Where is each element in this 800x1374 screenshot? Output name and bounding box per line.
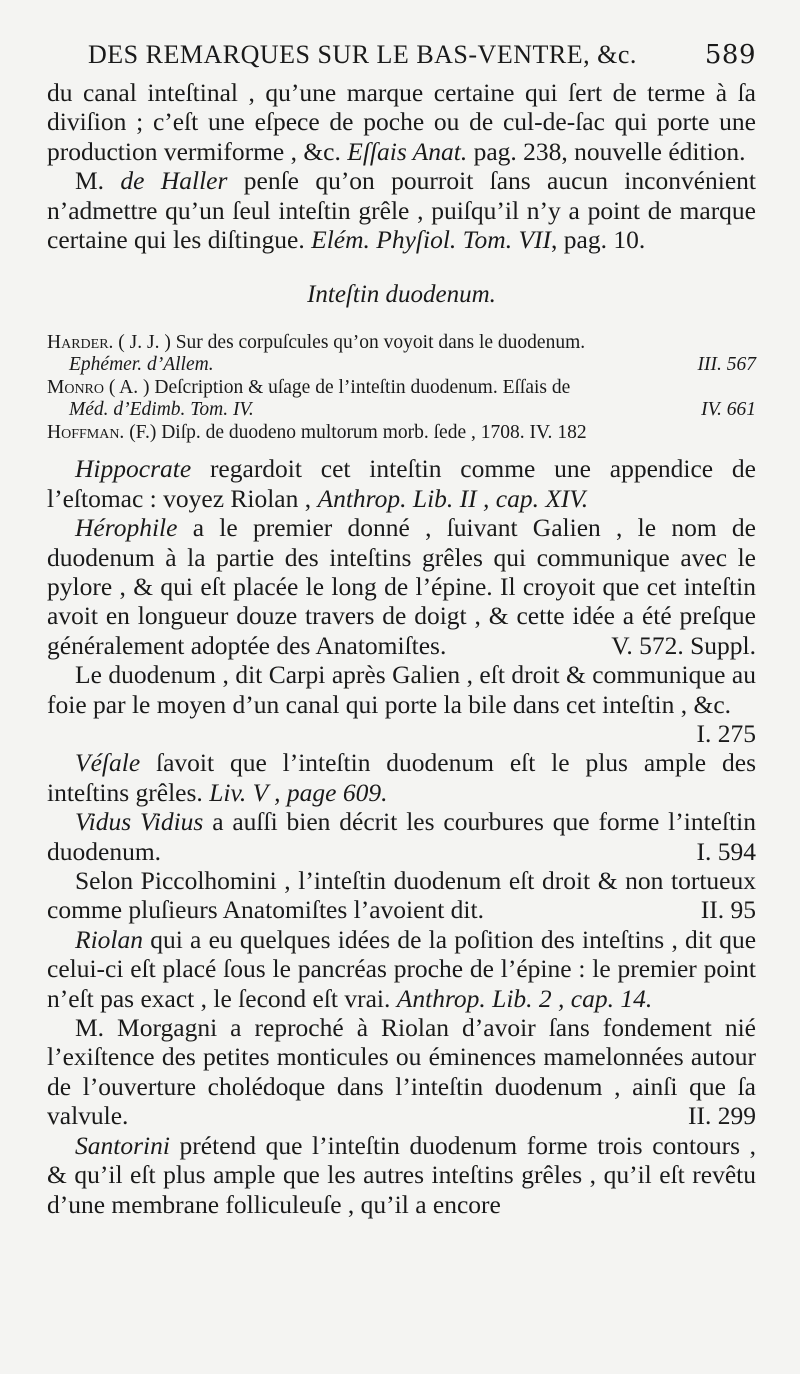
main-paragraphs — [47, 454, 756, 1219]
paragraph-text: a auſſi bien décrit les courbures que forme l’inteſtin duodenum. — [47, 807, 756, 866]
ref-author: Hoffman. — [47, 421, 125, 443]
ref-volume: 182 — [557, 421, 587, 443]
paragraph-main-7 — [47, 925, 756, 1013]
paragraph-text: ſavoit que l’inteſtin duodenum eſt le plus ample des inteſtins grêles. — [47, 748, 756, 807]
paragraph-text: regardoit cet inteſtin comme une appendice de l’eſtomac : voyez Riolan , — [47, 454, 756, 513]
author-name: de Haller — [120, 166, 228, 196]
running-title: DES REMARQUES SUR LE BAS-VENTRE, &c. — [88, 40, 637, 69]
paragraph-main-1 — [47, 454, 756, 513]
ref-text: (F.) Diſp. de duodeno multorum morb. ſede , 1708. IV. — [129, 421, 553, 443]
ref-author: Monro — [47, 376, 105, 398]
section-title: Inteſtin duodenum. — [307, 281, 496, 309]
citation: Anthrop. Lib. II , cap. XIV. — [317, 483, 589, 513]
ref-text: ( J. J. ) Sur des corpuſcules qu’on voyoit dans le duodenum. — [118, 331, 586, 353]
volume-ref: I. 275 — [696, 719, 756, 748]
author-name: Santorini — [75, 1130, 180, 1160]
reference-list — [47, 332, 756, 445]
author-name: Véſale — [75, 748, 156, 778]
paragraph-text: du canal inteſtinal , qu’une marque certaine qui ſert de terme à ſa diviſion ; c’eſt une eſpece de poche ou de cul-de-ſac qui porte une production vermiforme , &c. — [47, 78, 756, 166]
paragraph-main-5 — [47, 807, 756, 866]
reference-item — [47, 332, 756, 377]
author-name: Hippocrate — [75, 454, 210, 484]
ref-text: ( A. ) Deſcription & uſage de l’inteſtin duodenum. Eſſais de — [108, 376, 571, 398]
volume-ref: I. 594 — [696, 836, 756, 866]
author-name: Vidus Vidius — [75, 807, 213, 837]
citation-rest: , pag. 10. — [551, 225, 646, 255]
paragraph-2 — [47, 166, 756, 254]
volume-ref: II. 299 — [688, 1101, 756, 1131]
paragraph-text: penſe qu’on pourroit ſans aucun inconvénient n’admettre qu’un ſeul inteſtin grêle , puiſqu’il n’y a point de marque certaine qui les diſtingue. — [47, 166, 756, 255]
citation-rest: pag. 238, nouvelle édition. — [473, 136, 746, 166]
ref-volume: III. 567 — [697, 354, 756, 376]
paragraph-text: Selon Piccolhomini , l’inteſtin duodenum eſt droit & non tortueux comme pluſieurs Anatomiſtes l’avoient dit. — [47, 866, 756, 925]
reference-item — [47, 377, 756, 422]
paragraph-text: M. Morgagni a reproché à Riolan d’avoir ſans fondement nié l’exiſtence des petites monticules ou éminences mamelonnées autour de l’ouverture cholédoque dans l’inteſtin duodenum , ainſi que ſa valvule. — [47, 1013, 756, 1131]
citation: Liv. V , page 609. — [209, 777, 388, 807]
ref-author: Harder. — [47, 331, 114, 353]
running-header — [88, 40, 756, 70]
page-body — [47, 78, 756, 1219]
paragraph-text: a le premier donné , ſuivant Galien , le nom de duodenum à la partie des inteſtins grêles qui communique avec le pylore , & qui eſt placée le long de l’épine. Il croyoit que cet inteſtin avoit en longueur douze travers de doigt , & cette idée a été preſque généralement adoptée des Anatomiſtes. — [47, 513, 756, 660]
paragraph-main-2 — [47, 513, 756, 660]
paragraph-main-9 — [47, 1131, 756, 1219]
paragraph-main-6 — [47, 866, 756, 925]
author-name: Riolan — [75, 924, 151, 954]
page-number: 589 — [704, 40, 756, 70]
author-name: Hérophile — [75, 513, 193, 543]
reference-item — [47, 422, 756, 445]
citation: Eſſais Anat. — [347, 136, 468, 166]
citation: Elém. Phyſiol. Tom. VII — [311, 225, 551, 255]
volume-ref: II. 95 — [700, 895, 756, 925]
citation: Anthrop. Lib. 2 , cap. 14. — [396, 983, 653, 1013]
paragraph-1 — [47, 78, 756, 166]
paragraph-main-8 — [47, 1013, 756, 1131]
volume-ref: V. 572. Suppl. — [611, 630, 756, 660]
paragraph-main-3 — [47, 660, 756, 748]
paragraph-text: qui a eu quelques idées de la poſition des inteſtins , dit que celui-ci eſt placé ſous le pancréas proche de l’épine : le premier point n’eſt pas exact , le ſecond eſt vrai. — [47, 924, 757, 1013]
paragraph-text: prétend que l’inteſtin duodenum forme trois contours , & qu’il eſt plus ample que les autres inteſtins grêles , qu’il eſt revêtu d’une membrane folliculeuſe , qu’il a encore — [47, 1130, 756, 1219]
ref-volume: IV. 661 — [701, 399, 756, 421]
ref-source: Ephémer. d’Allem. — [69, 354, 214, 376]
paragraph-main-4 — [47, 748, 756, 807]
paragraph-lead: M. — [75, 166, 105, 196]
ref-source: Méd. d’Edimb. Tom. IV. — [69, 399, 254, 421]
paragraph-text: Le duodenum , dit Carpi après Galien , eſt droit & communique au foie par le moyen d’un canal qui porte la bile dans cet inteſtin , &c. — [47, 660, 756, 719]
